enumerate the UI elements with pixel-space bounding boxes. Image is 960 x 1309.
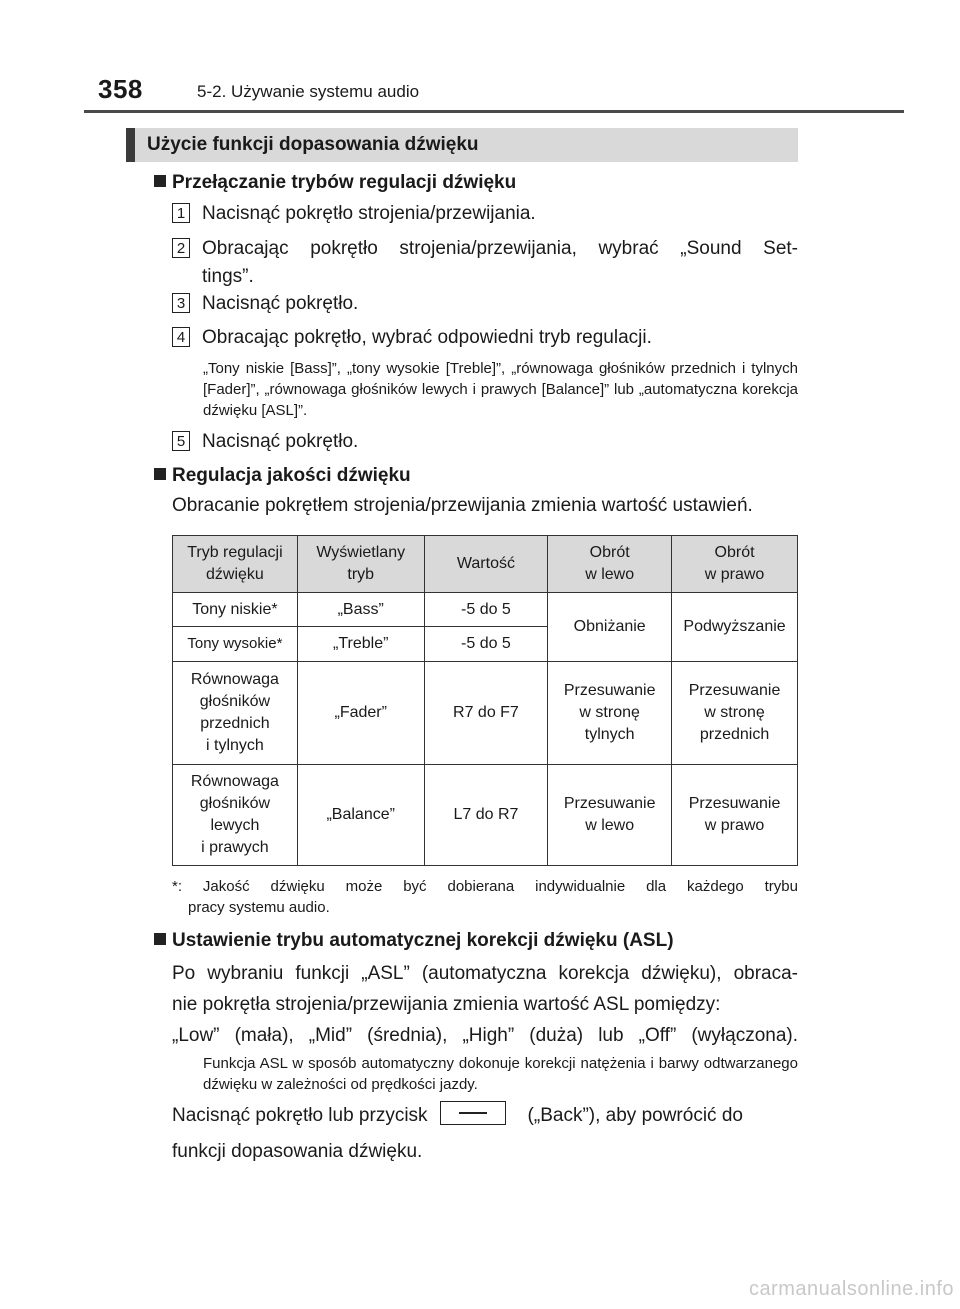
table-row-balance bbox=[173, 765, 798, 866]
step-number-3: 3 bbox=[172, 293, 190, 313]
footnote-line1: *: Jakość dźwięku może być dobierana indywidualnie dla każdego trybu bbox=[172, 878, 798, 895]
back-button-icon bbox=[440, 1101, 506, 1125]
header-divider bbox=[84, 110, 904, 113]
mode-switch-heading-text: Przełączanie trybów regulacji dźwięku bbox=[172, 172, 517, 193]
step-4-note: „Tony niskie [Bass]”, „tony wysokie [Treble]”, „równowaga głośników przednich i tylnych [Fader]”, „równowaga głośników lewych i prawych [Balance]” lub „automatyczna korekcja dźwięku [ASL]”. bbox=[203, 360, 798, 419]
step-3 bbox=[172, 290, 798, 318]
page-number: 358 bbox=[98, 74, 143, 104]
asl-line2: nie pokrętła strojenia/przewijania zmienia wartość ASL pomiędzy: bbox=[172, 994, 721, 1015]
step-4 bbox=[172, 324, 798, 352]
cell-tone-right: Podwyższanie bbox=[672, 593, 798, 662]
header-mode: Tryb regulacji dźwięku bbox=[173, 536, 298, 593]
cell-bass-display: „Bass” bbox=[297, 593, 424, 627]
quality-heading-text: Regulacja jakości dźwięku bbox=[172, 465, 411, 486]
section-title: Użycie funkcji dopasowania dźwięku bbox=[147, 134, 479, 155]
cell-balance-value: L7 do R7 bbox=[424, 765, 548, 866]
quality-heading bbox=[154, 465, 411, 487]
square-bullet-icon bbox=[154, 468, 166, 480]
cell-treble-value: -5 do 5 bbox=[424, 627, 548, 662]
header-turn-right: Obrót w prawo bbox=[672, 536, 798, 593]
header-value: Wartość bbox=[424, 536, 548, 593]
cell-bass-value: -5 do 5 bbox=[424, 593, 548, 627]
step-2-text-line2: tings”. bbox=[202, 266, 254, 287]
table-row-fader bbox=[173, 662, 798, 765]
cell-treble-mode: Tony wysokie* bbox=[173, 627, 298, 662]
back-instruction bbox=[172, 1101, 798, 1130]
step-1-text: Nacisnąć pokrętło strojenia/przewijania. bbox=[202, 203, 536, 224]
step-5 bbox=[172, 428, 798, 456]
cell-fader-display: „Fader” bbox=[297, 662, 424, 765]
asl-note: Funkcja ASL w sposób automatyczny dokonuje korekcji natężenia i barwy odtwarzanego dźwięku w zależności od prędkości jazdy. bbox=[203, 1055, 798, 1093]
step-number-5: 5 bbox=[172, 431, 190, 451]
back-line2: funkcji dopasowania dźwięku. bbox=[172, 1141, 423, 1162]
sound-adjustment-table bbox=[172, 535, 798, 866]
watermark: carmanualsonline.info bbox=[748, 1278, 954, 1300]
cell-fader-value: R7 do F7 bbox=[424, 662, 548, 765]
square-bullet-icon bbox=[154, 175, 166, 187]
asl-heading bbox=[154, 930, 674, 952]
section-banner bbox=[126, 128, 798, 162]
chapter-title: 5-2. Używanie systemu audio bbox=[197, 82, 420, 101]
step-3-text: Nacisnąć pokrętło. bbox=[202, 293, 359, 314]
cell-tone-left: Obniżanie bbox=[548, 593, 672, 662]
section-banner-bar bbox=[126, 128, 135, 162]
table-row-bass bbox=[173, 593, 798, 627]
step-4-text: Obracając pokrętło, wybrać odpowiedni tryb regulacji. bbox=[202, 327, 652, 348]
cell-balance-right: Przesuwanie w prawo bbox=[672, 765, 798, 866]
cell-fader-right: Przesuwanie w stronę przednich bbox=[672, 662, 798, 765]
asl-line3: „Low” (mała), „Mid” (średnia), „High” (duża) lub „Off” (wyłączona). bbox=[172, 1025, 798, 1046]
step-number-4: 4 bbox=[172, 327, 190, 347]
quality-intro: Obracanie pokrętłem strojenia/przewijania zmienia wartość ustawień. bbox=[172, 495, 753, 516]
asl-line1: Po wybraniu funkcji „ASL” (automatyczna korekcja dźwięku), obraca- bbox=[172, 963, 798, 984]
header-turn-left: Obrót w lewo bbox=[548, 536, 672, 593]
cell-balance-display: „Balance” bbox=[297, 765, 424, 866]
cell-bass-mode: Tony niskie* bbox=[173, 593, 298, 627]
cell-balance-mode: Równowaga głośników lewych i prawych bbox=[173, 765, 298, 866]
back-dash-icon bbox=[459, 1112, 487, 1114]
back-text-after: („Back”), aby powrócić do bbox=[527, 1105, 743, 1126]
cell-fader-left: Przesuwanie w stronę tylnych bbox=[548, 662, 672, 765]
step-2-text-line1: Obracając pokrętło strojenia/przewijania, wybrać „Sound Set- bbox=[202, 238, 798, 259]
table-header-row bbox=[173, 536, 798, 593]
footnote-line2: pracy systemu audio. bbox=[188, 899, 330, 916]
header-display: Wyświetlany tryb bbox=[297, 536, 424, 593]
cell-fader-mode: Równowaga głośników przednich i tylnych bbox=[173, 662, 298, 765]
step-5-text: Nacisnąć pokrętło. bbox=[202, 431, 359, 452]
square-bullet-icon bbox=[154, 933, 166, 945]
step-1 bbox=[172, 200, 798, 228]
mode-switch-heading bbox=[154, 172, 516, 194]
step-number-1: 1 bbox=[172, 203, 190, 223]
asl-heading-text: Ustawienie trybu automatycznej korekcji dźwięku (ASL) bbox=[172, 930, 674, 951]
cell-treble-display: „Treble” bbox=[297, 627, 424, 662]
back-text-before: Nacisnąć pokrętło lub przycisk bbox=[172, 1105, 428, 1126]
cell-balance-left: Przesuwanie w lewo bbox=[548, 765, 672, 866]
step-number-2: 2 bbox=[172, 238, 190, 258]
step-2 bbox=[172, 235, 798, 291]
table-footnote bbox=[172, 876, 798, 918]
